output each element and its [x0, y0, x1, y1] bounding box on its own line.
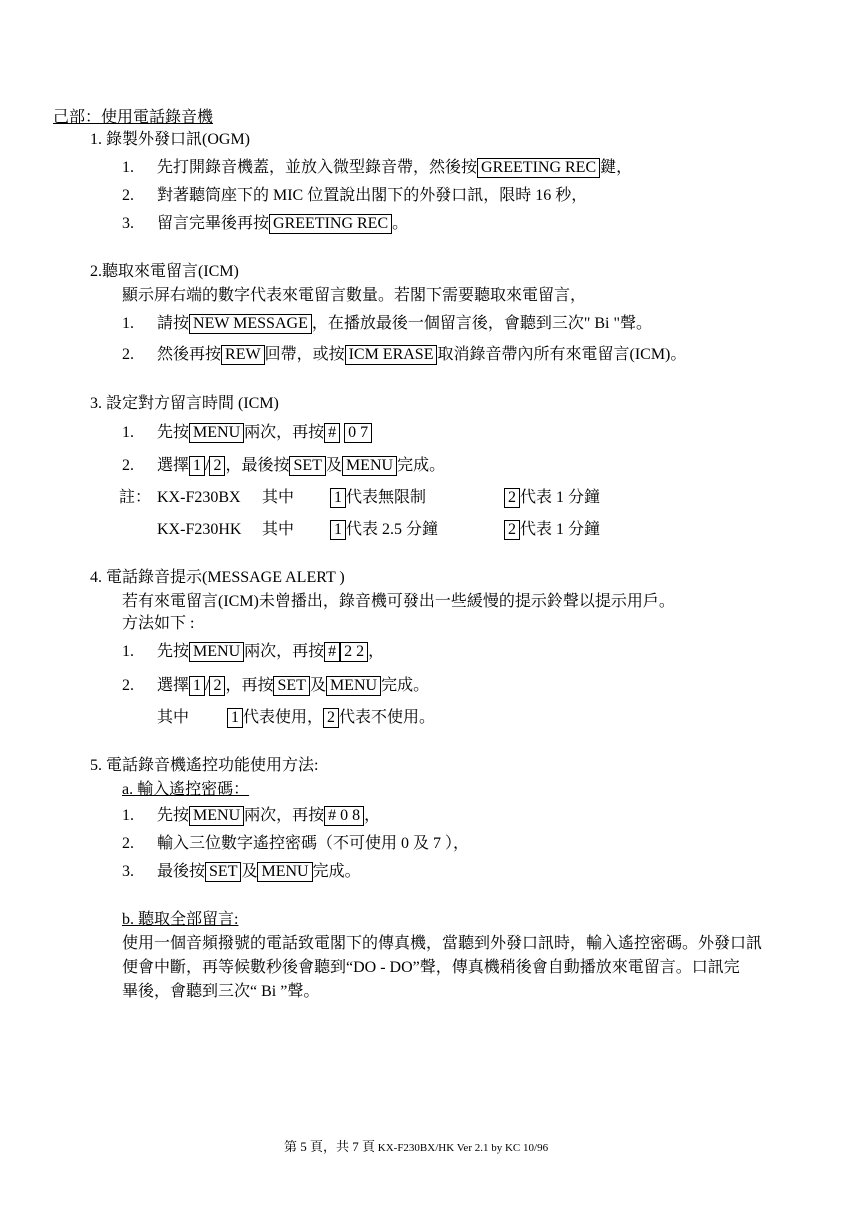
item-text: 然後再按	[157, 346, 222, 363]
item-number: 2.	[122, 457, 134, 474]
key-1: 1	[227, 708, 243, 728]
section-5-heading: 5. 電話錄音機遙控功能使用方法:	[90, 757, 319, 774]
key-2: 2	[504, 520, 520, 540]
item-text: 最後按	[157, 863, 206, 880]
item-text: ，	[364, 807, 381, 824]
item-text: 鍵，	[600, 159, 633, 176]
icm-erase-key: ICM ERASE	[345, 345, 438, 365]
item-number: 2.	[122, 346, 134, 363]
item-text: ，最後按	[225, 457, 290, 474]
item-text: 兩次，再按	[244, 424, 325, 441]
item-number: 1.	[122, 643, 134, 660]
set-key: SET	[205, 862, 241, 882]
menu-key: MENU	[189, 642, 244, 662]
menu-key: MENU	[257, 862, 312, 882]
note-option-2: 2 代表 1 分鐘	[504, 488, 600, 508]
note-option-2: 2 代表 1 分鐘	[504, 520, 600, 540]
note-option-1: 1 代表無限制	[330, 488, 426, 508]
s2-desc: 顯示屏右端的數字代表來電留言數量。若閣下需要聽取來電留言，	[122, 287, 587, 304]
section-3-heading: 3. 設定對方留言時間 (ICM)	[90, 395, 279, 412]
item-text: 代表使用，	[243, 709, 324, 726]
s5b-line-2: 便會中斷，再等候數秒後會聽到“DO - DO”聲，傳真機稍後會自動播放來電留言。口訊完	[122, 959, 740, 976]
item-text: ，再按	[225, 677, 274, 694]
item-text: 完成。	[312, 863, 361, 880]
item-number: 1.	[122, 159, 134, 176]
item-number: 3.	[122, 215, 134, 232]
key-2: 2	[209, 456, 225, 476]
note-zh: 其中	[262, 489, 295, 506]
item-text: ，在播放最後一個留言後，會聽到三次" Bi "聲。	[311, 315, 653, 332]
item-text: 取消錄音帶內所有來電留言(ICM)。	[437, 346, 687, 363]
key-2: 2	[323, 708, 339, 728]
item-number: 1.	[122, 315, 134, 332]
item-text: 選擇	[157, 677, 190, 694]
item-number: 1.	[122, 807, 134, 824]
item-text: 。	[392, 215, 409, 232]
note-zh: 其中	[262, 521, 295, 538]
s1-item-3	[122, 214, 409, 234]
key-1: 1	[330, 520, 346, 540]
page-footer	[284, 1137, 548, 1158]
item-number: 3.	[122, 863, 134, 880]
item-text: ，	[368, 643, 385, 660]
item-number: 1.	[122, 424, 134, 441]
hash-digit-keys: # 0 8	[324, 806, 364, 826]
hash-key: #	[324, 423, 340, 443]
section-1-heading: 1. 錄製外發口訊(OGM)	[90, 131, 250, 148]
item-text: 完成。	[397, 457, 446, 474]
item-text: 其中	[157, 709, 190, 726]
item-text: 留言完畢後再按	[157, 215, 270, 232]
s2-item-1	[122, 314, 653, 334]
item-text: 先按	[157, 643, 190, 660]
s1-item-2	[122, 186, 588, 206]
key-2: 2	[504, 488, 520, 508]
section-4-heading: 4. 電話錄音提示(MESSAGE ALERT )	[90, 569, 345, 586]
digit-keys: 2 2	[340, 642, 368, 662]
item-text: 兩次，再按	[244, 643, 325, 660]
s5b-line-1: 使用一個音頻撥號的電話致電閣下的傳真機，當聽到外發口訊時，輸入遙控密碼。外發口訊	[122, 935, 763, 952]
hash-key: #	[324, 642, 340, 662]
s5a-item-2	[122, 834, 470, 854]
s4-item-2	[122, 676, 430, 696]
s4-item-1	[122, 642, 385, 662]
item-text: 先按	[157, 424, 190, 441]
s4-item-3	[157, 708, 436, 728]
menu-key: MENU	[342, 456, 397, 476]
new-message-key: NEW MESSAGE	[189, 314, 312, 334]
set-key: SET	[273, 676, 309, 696]
item-text: 回帶，或按	[264, 346, 345, 363]
item-text: 輸入三位數字遙控密碼（不可使用 0 及 7 ），	[157, 835, 470, 852]
item-number: 2.	[122, 835, 134, 852]
item-number: 2.	[122, 187, 134, 204]
s2-item-2	[122, 345, 687, 365]
item-text: 完成。	[381, 677, 430, 694]
s5b-line-3: 畢後，會聽到三次“ Bi ”聲。	[122, 983, 320, 1000]
key-1: 1	[330, 488, 346, 508]
greeting-rec-key: GREETING REC	[477, 158, 600, 178]
item-text: 選擇	[157, 457, 190, 474]
item-text: 代表不使用。	[339, 709, 436, 726]
key-2: 2	[209, 676, 225, 696]
note-option-1: 1 代表 2.5 分鐘	[330, 520, 438, 540]
s4-desc: 若有來電留言(ICM)未曾播出，錄音機可發出一些緩慢的提示鈴聲以提示用戶。	[122, 593, 675, 610]
s5a-item-3	[122, 862, 361, 882]
item-text: 及	[309, 677, 326, 694]
item-text: 先打開錄音機蓋，並放入微型錄音帶，然後按	[157, 159, 478, 176]
s4-desc-2: 方法如下 :	[122, 615, 195, 632]
item-text: 及	[241, 863, 258, 880]
rew-key: REW	[221, 345, 265, 365]
greeting-rec-key: GREETING REC	[269, 214, 392, 234]
menu-key: MENU	[189, 423, 244, 443]
s1-item-1	[122, 158, 633, 178]
item-text: 及	[325, 457, 342, 474]
item-text: 先按	[157, 807, 190, 824]
s3-item-2	[122, 456, 446, 476]
part-title: 己部：使用電話錄音機	[53, 109, 214, 126]
item-number: 2.	[122, 677, 134, 694]
digit-keys: 0 7	[344, 423, 372, 443]
item-text: 請按	[157, 315, 190, 332]
section-2-heading: 2.聽取來電留言(ICM)	[90, 263, 239, 280]
slash: /	[205, 677, 210, 694]
note-label: 註：	[119, 489, 152, 506]
item-text: 兩次，再按	[244, 807, 325, 824]
slash: /	[205, 457, 210, 474]
key-1: 1	[189, 456, 205, 476]
set-key: SET	[289, 456, 325, 476]
key-1: 1	[189, 676, 205, 696]
page-number: 第 5 頁，共 7 頁	[284, 1139, 376, 1154]
s5a-item-1	[122, 806, 381, 826]
menu-key: MENU	[189, 806, 244, 826]
note-model: KX-F230BX	[157, 489, 241, 506]
note-model: KX-F230HK	[157, 521, 242, 538]
s5a-title: a. 輸入遙控密碼：	[122, 781, 250, 798]
version-info: KX-F230BX/HK Ver 2.1 by KC 10/96	[377, 1142, 549, 1154]
item-text: 對著聽筒座下的 MIC 位置說出閣下的外發口訊，限時 16 秒，	[157, 187, 588, 204]
s3-item-1	[122, 423, 369, 443]
menu-key: MENU	[326, 676, 381, 696]
s5b-title: b. 聽取全部留言:	[122, 911, 239, 928]
